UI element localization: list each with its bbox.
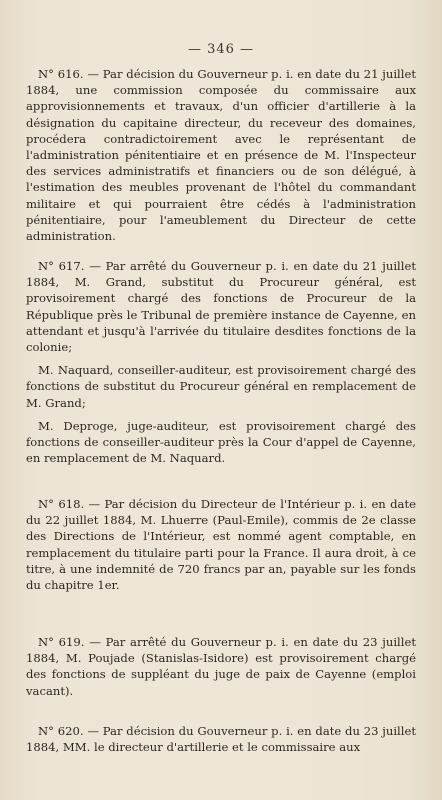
page-number: — 346 —: [187, 42, 255, 57]
article-617-paragraph-3: M. Deproge, juge-auditeur, est provisoirement chargé des fonctions de conseiller-auditeur près la Cour d'appel de Cayenne, en remplacement de M. Naquard.: [26, 418, 416, 466]
article-618-paragraph: N° 618. — Par décision du Directeur de l'Intérieur p. i. en date du 22 juillet 1884, M. Lhuerre (Paul-Emile), commis de 2e classe des Directions de l'Intérieur, est nommé agent comptable, en remplacement du titulaire parti pour la France. Il aura droit, à ce titre, à une indemnité de 720 francs par an, payable sur les fonds du chapitre 1er.: [26, 497, 416, 593]
article-617: [26, 258, 416, 466]
article-617-paragraph-2: M. Naquard, conseiller-auditeur, est provisoirement chargé des fonctions de substitut du Procureur général en remplacement de M. Grand;: [26, 363, 416, 410]
article-620: [26, 723, 416, 755]
article-619: [26, 634, 416, 699]
article-620-paragraph: N° 620. — Par décision du Gouverneur p. i. en date du 23 juillet 1884, MM. le directeur d'artillerie et le commissaire aux: [26, 724, 416, 755]
article-618: [26, 496, 416, 593]
article-617-paragraph-1: N° 617. — Par arrêté du Gouverneur p. i. en date du 21 juillet 1884, M. Grand, substitut du Procureur général, est provisoirement chargé des fonctions de Procureur de la République près le Tribunal de première instance de Cayenne, en attendant et jusqu'à l'arrivée du titulaire desdites fonctions de la colonie;: [26, 259, 416, 355]
article-616: [26, 66, 416, 244]
article-616-paragraph: N° 616. — Par décision du Gouverneur p. i. en date du 21 juillet 1884, une commission composée du commissaire aux approvisionnements et travaux, d'un officier d'artillerie à la désignation du capitaine directeur, du receveur des domaines, procédera contradictoirement avec le représentant de l'administration pénitentiaire et en présence de M. l'Inspecteur des services administratifs et financiers ou de son délégué, à l'estimation des meubles provenant de l'hôtel du commandant militaire et qui pourraient être cédés à l'administration pénitentiaire, pour l'ameublement du Directeur de cette administration.: [26, 67, 416, 244]
article-619-paragraph: N° 619. — Par arrêté du Gouverneur p. i. en date du 23 juillet 1884, M. Poujade (Stanislas-Isidore) est provisoirement chargé des fonctions de suppléant du juge de paix de Cayenne (emploi vacant).: [26, 635, 416, 698]
